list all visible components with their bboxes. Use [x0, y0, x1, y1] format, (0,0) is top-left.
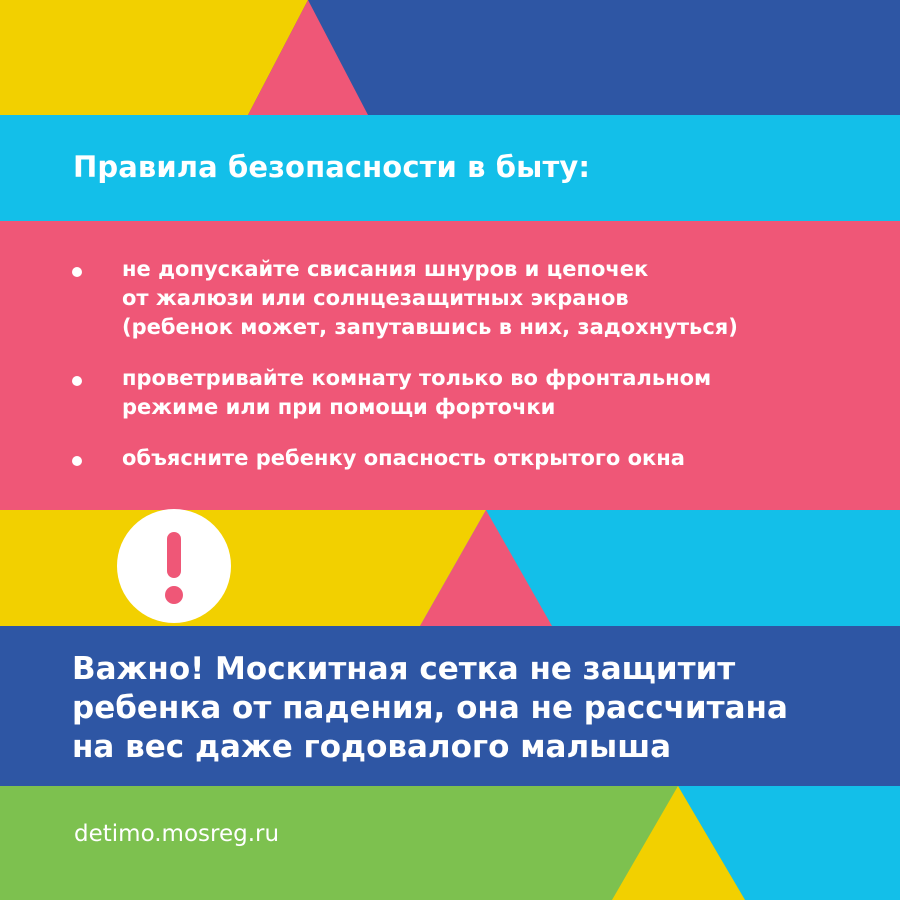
list-item — [72, 255, 832, 342]
list-item — [72, 364, 832, 422]
list-item — [72, 444, 832, 473]
exclamation-icon — [117, 509, 231, 623]
page-title: Правила безопасности в быту: — [73, 150, 591, 184]
warning-badge — [117, 509, 231, 623]
rule-text: проветривайте комнату только во фронтальном режиме или при помощи форточки — [122, 366, 712, 419]
important-warning-text: Важно! Москитная сетка не защитит ребенка от падения, она не рассчитана на вес даже годовалого малыша — [72, 651, 788, 765]
website-url: detimo.mosreg.ru — [74, 821, 280, 847]
rule-text: объясните ребенку опасность открытого окна — [122, 446, 685, 470]
safety-rules-list — [72, 255, 832, 495]
rule-text: не допускайте свисания шнуров и цепочек от жалюзи или солнцезащитных экранов (ребенок может, запутавшись в них, задохнуться) — [122, 257, 738, 339]
middle-yellow-shape — [0, 510, 486, 626]
